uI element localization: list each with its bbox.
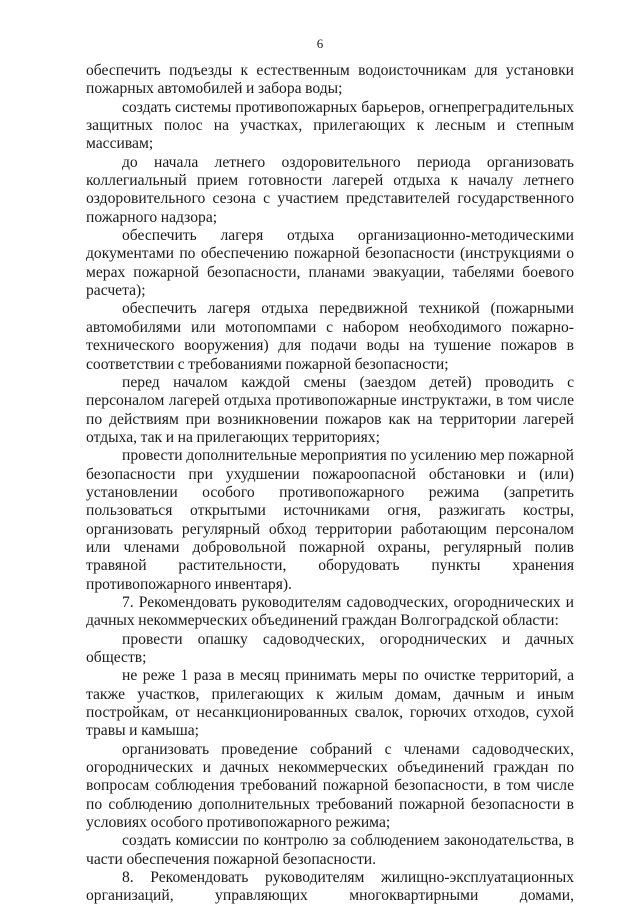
paragraph-territory-cleaning: не реже 1 раза в месяц принимать меры по очистке территорий, а также участков, прилегающих к жилым домам, дачным и иным постройкам, от несанкционированных свалок, горючих отходов, сухой травы и камыша; [86, 667, 574, 740]
paragraph-fire-barriers: создать системы противопожарных барьеров, огнепреградительных защитных полос на участках, прилегающих к лесным и степным массивам; [86, 98, 574, 153]
paragraph-water-sources: обеспечить подъезды к естественным водоисточникам для установки пожарных автомобилей и забора воды; [86, 62, 574, 98]
paragraph-additional-measures: провести дополнительные мероприятия по усилению мер пожарной безопасности при ухудшении пожароопасной обстановки и (или) установлении особого противопожарного режима (запретить пользоваться открытыми источниками огня, разжигать костры, организовать регулярный обход территории работающим персоналом или членами добровольной пожарной охраны, регулярный полив травяной растительности, оборудовать пункты хранения противопожарного инвентаря). [86, 447, 574, 593]
paragraph-commissions: создать комиссии по контролю за соблюдением законодательства, в части обеспечения пожарной безопасности. [86, 832, 574, 868]
paragraph-camp-equipment: обеспечить лагеря отдыха передвижной техникой (пожарными автомобилями или мотопомпами с набором необходимого пожарно-технического вооружения) для подачи воды на тушение пожаров в соответствии с требованиями пожарной безопасности; [86, 300, 574, 373]
paragraph-meetings: организовать проведение собраний с членами садоводческих, огороднических и дачных некоммерческих объединений граждан по вопросам соблюдения требований пожарной безопасности, в том числе по соблюдению дополнительных требований пожарной безопасности в условиях особого противопожарного режима; [86, 740, 574, 832]
paragraph-staff-briefing: перед началом каждой смены (заездом детей) проводить с персоналом лагерей отдыха противопожарные инструктажи, в том числе по действиям при возникновении пожаров как на территории лагерей отдыха, так и на прилегающих территориях; [86, 373, 574, 446]
paragraph-plowing: провести опашку садоводческих, огороднических и дачных обществ; [86, 630, 574, 666]
paragraph-item-8: 8. Рекомендовать руководителям жилищно-эксплуатационных организаций, управляющих многоквартирными домами, [86, 869, 574, 905]
page-number: 6 [316, 36, 324, 51]
paragraph-camp-documents: обеспечить лагеря отдыха организационно-методическими документами по обеспечению пожарной безопасности (инструкциями о мерах пожарной безопасности, планами эвакуации, табелями боевого расчета); [86, 227, 574, 300]
paragraph-camp-readiness: до начала летнего оздоровительного периода организовать коллегиальный прием готовности лагерей отдыха к началу летнего оздоровительного сезона с участием представителей государственного пожарного надзора; [86, 153, 574, 226]
paragraph-item-7: 7. Рекомендовать руководителям садоводческих, огороднических и дачных некоммерческих объединений граждан Волгоградской области: [86, 593, 574, 630]
document-body [86, 62, 574, 906]
